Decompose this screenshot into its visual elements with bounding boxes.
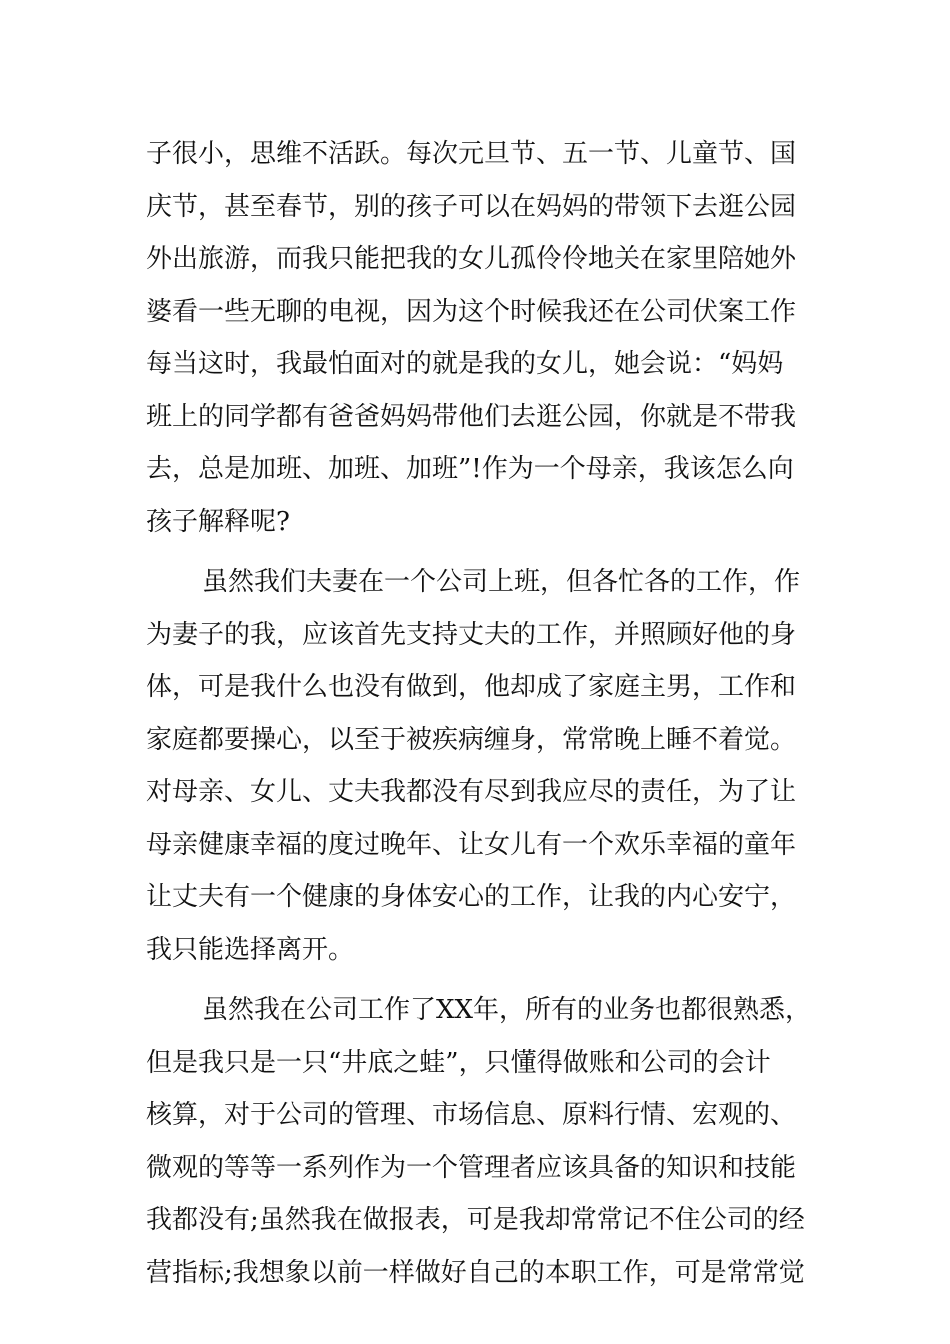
text-line: 让丈夫有一个健康的身体安心的工作，让我的内心安宁，	[146, 882, 797, 912]
text-line: 子很小，思维不活跃。每次元旦节、五一节、儿童节、国	[146, 139, 797, 169]
text-line: 虽然我们夫妻在一个公司上班，但各忙各的工作，作	[202, 567, 801, 597]
text-line: 班上的同学都有爸爸妈妈带他们去逛公园，你就是不带我	[146, 401, 797, 432]
paragraph-gap	[146, 976, 816, 984]
text-line: 孩子解释呢?	[146, 506, 290, 537]
paragraph-1	[146, 128, 816, 548]
text-line: 母亲健康幸福的度过晚年、让女儿有一个欢乐幸福的童年	[146, 829, 797, 860]
paragraph-3	[146, 984, 816, 1299]
text-line: 营指标;我想象以前一样做好自己的本职工作，可是常常觉	[146, 1257, 805, 1288]
text-line: 去，总是加班、加班、加班”!作为一个母亲，我该怎么向	[146, 454, 794, 484]
text-line: 为妻子的我，应该首先支持丈夫的工作，并照顾好他的身	[146, 619, 797, 650]
text-line: 对母亲、女儿、丈夫我都没有尽到我应尽的责任，为了让	[146, 777, 797, 807]
text-line: 每当这时，我最怕面对的就是我的女儿，她会说：“妈妈	[146, 349, 784, 379]
text-line: 微观的等等一系列作为一个管理者应该具备的知识和技能	[146, 1152, 797, 1183]
text-line: 虽然我在公司工作了XX年，所有的业务也都很熟悉，	[202, 995, 812, 1025]
text-line: 家庭都要操心，以至于被疾病缠身，常常晚上睡不着觉。	[146, 724, 797, 755]
text-line: 我都没有;虽然我在做报表，可是我却常常记不住公司的经	[146, 1205, 805, 1235]
text-line: 但是我只是一只“井底之蛙”，只懂得做账和公司的会计	[146, 1047, 771, 1078]
document-body	[146, 128, 816, 1299]
text-line: 婆看一些无聊的电视，因为这个时候我还在公司伏案工作	[146, 296, 797, 327]
text-line: 庆节，甚至春节，别的孩子可以在妈妈的带领下去逛公园	[146, 191, 797, 222]
text-line: 外出旅游，而我只能把我的女儿孤伶伶地关在家里陪她外	[146, 244, 797, 274]
text-line: 我只能选择离开。	[146, 934, 355, 965]
text-line: 核算，对于公司的管理、市场信息、原料行情、宏观的、	[146, 1100, 797, 1130]
paragraph-gap	[146, 548, 816, 556]
text-line: 体，可是我什么也没有做到，他却成了家庭主男，工作和	[146, 672, 797, 702]
paragraph-2	[146, 556, 816, 976]
